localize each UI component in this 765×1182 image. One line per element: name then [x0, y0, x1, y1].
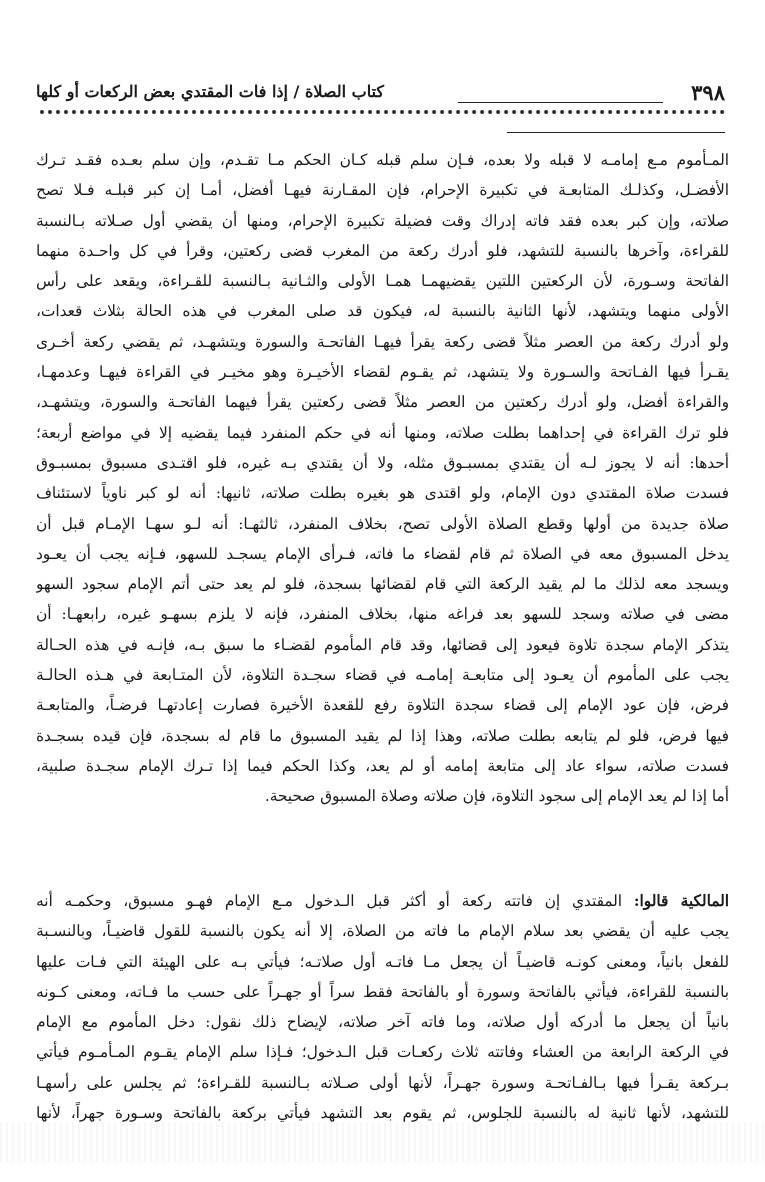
text-line: للقراءة، وآخرها بالنسبة للتشهد، فلو أدرك ركعة من المغرب قضى ركعتين، وقرأ في كل واحـدة منهما — [36, 241, 729, 260]
text-line: بـركعة يقـرأ فيها بـالفـاتحـة وسورة جهـراً، لأنها أولى صـلاته بـالنسبة للقـراءة؛ ثم يجلس على رأسهـا — [36, 1073, 729, 1092]
school-label: المالكية قالوا: — [633, 892, 729, 910]
footnote-rule — [507, 132, 725, 133]
text-line: للفعل بانياً، ومعنى كونـه قاضيـاً أن يجعل مـا فاتـه أول صلاتـه؛ فيأتي بـه على الهيئة التي فـات عليها — [36, 952, 729, 971]
text-line: يجب على المأموم أن يعـود إلى متابعـة إمامـه في قضاء سجـدة التلاوة، لأن المتـابعة في هـذه الحالـة — [36, 666, 729, 685]
text-line: فلو ترك القراءة في إحداهما بطلت صلاته، ومنها أنه في حكم المنفرد فيما يقضيه إلا في مواضع أربعة؛ — [36, 423, 729, 442]
text-line: بانياً أن يجعل ما أدركه أول صلاته، وما فاته آخر صلاته، لإيضاح ذلك نقول: دخل المأموم مع الإمام — [36, 1013, 729, 1032]
text-line: الفاتحة وسـورة، لأن الركعتين اللتين يقضيهمـا همـا الأولى والثـانية بـالنسبة للقـراءة، ويقعد على رأس — [36, 272, 729, 291]
text-line: صلاته، وإن كبر بعده فقد فاته إدراك وقت فضيلة تكبيرة الإحرام، ومنها أن يقضي أول صـلاته بـالنسبة — [36, 211, 729, 230]
text-line: ولو أدرك ركعة من العصر مثلاً قضى ركعة يقرأ فيهـا الفاتحـة والسورة ويتشهـد، ثم يقضي ركعة أخـرى — [36, 332, 729, 351]
text-line: فرض، فإن عود الإمام إلى قضاء سجدة التلاوة رفع للقعدة الأخيرة فصارت إعادتهـا فرضـاً، والمتابعـة — [36, 696, 729, 715]
page-number: ٣٩٨ — [691, 80, 725, 105]
paragraph-maliki — [36, 886, 729, 1128]
dotted-separator — [40, 110, 725, 124]
text-line: يدخل المسبوق معه في الصلاة ثم قام لقضاء ما فاته، فـرأى الإمام يسجـد للسهو، فـإنه يجب أن يعـود — [36, 544, 729, 563]
text-line: فيها فرض، فلو لم يتابعه بطلت صلاته، وهذا إذا لم يقيد المسبوق ما قام له بسجدة، فإن قيده بسجـدة — [36, 726, 729, 745]
line-text: المقتدي إن فاتته ركعة أو أكثر قبل الـدخول مـع الإمام فهـو مسبوق، وحكمـه أنه — [36, 892, 634, 910]
scan-noise — [0, 1122, 765, 1162]
text-line: يتذكر الإمام سجدة تلاوة فيعود إلى قضائها، وقد قام المأموم لقضـاء ما سبق بـه، فإنـه في هذه الحـالة — [36, 635, 729, 654]
paragraph-hanafi-continuation — [36, 145, 729, 812]
text-line: فسدت صلاته، سواء عاد إلى متابعة إمامه أو لم يعد، وكذا الحكم فيما إذا تـرك الإمام سجـدة صلبية، — [36, 756, 729, 775]
running-title: كتاب الصلاة / إذا فات المقتدي بعض الركعات أو كلها — [36, 82, 385, 101]
text-line: للتشهد، لأنها ثانية له بالنسبة للجلوس، ثم يقوم بعد التشهد فيأتي بركعة بالفاتحة وسـورة جهراً، لأنها — [36, 1104, 729, 1123]
text-line — [36, 886, 729, 916]
text-line: والقراءة أفضل، ولو أدرك ركعتين من العصر مثلاً قضى ركعتين يقرأ فيهما الفاتحـة والسورة، ويتشهـد، — [36, 393, 729, 412]
text-line: الأفضـل، وكذلـك المتابعـة في تكبيرة الإحرام، فإن المقـارنة فيهـا أفضل، أمـا إن كبر قبلـه فـلا تصح — [36, 181, 729, 200]
text-line: يجب عليه أن يقضي بعد سلام الإمام ما فاته من الصلاة، إلا أنه يكون بالنسبة للقول قاضيـاً، وبالنسـبة — [36, 922, 729, 941]
text-line: الأولى منهما ويتشهد، لأنها الثانية بالنسبة له، فيكون قد صلى المغرب في هذه الحالة بثلاث قعدات، — [36, 302, 729, 321]
page-header — [36, 80, 725, 110]
text-line: صلاة جديدة من أولها وقطع الصلاة الأولى تصح، بخلاف المنفرد، ثالثهـا: أنه لـو سهـا الإمـام قبل أن — [36, 514, 729, 533]
text-line: أحدها: أنه لا يجوز لـه أن يقتدي بمسبـوق مثله، ولا أن يقتدي بـه غيره، فلو اقتـدى مسبوق بمسبـوق — [36, 453, 729, 472]
text-line: يقـرأ فيها الفـاتحة والسـورة ولا يتشهد، ثم يقـوم لقضاء الأخيـرة وهو مخيـر في القراءة فيهـا وعدمهـا، — [36, 363, 729, 382]
text-line: ويسجد معه لذلك ما لم يقيد الركعة التي قام لقضائها بسجدة، فلو لم يعد حتى أتم الإمام سجود السهو — [36, 575, 729, 594]
text-line: في الركعة الرابعة من العشاء وفاتته ثلاث ركعـات قبل الـدخول؛ فـإذا سلم الإمام يقـوم المـأمـوم فيأتي — [36, 1043, 729, 1062]
text-line: مضى في صلاته وسجد للسهو بعد فراغه منها، بخلاف المنفرد، فإنه لا يلزم بسهـو غيره، رابعهـا: أن — [36, 605, 729, 624]
text-line: أما إذا لم يعد الإمام إلى سجود التلاوة، فإن صلاته وصلاة المسبوق صحيحة. — [264, 787, 729, 806]
text-line: المـأموم مـع إمامـه لا قبله ولا بعده، فـإن سلم قبله كـان الحكم مـا تقـدم، وإن سلم بعـده فقـد تـرك — [36, 151, 729, 169]
header-rule — [458, 102, 663, 103]
text-line: فسدت صلاة المقتدي دون الإمام، ولو اقتدى هو بغيره بطلت صلاته، ثانيها: أنه لو كبر ناوياً لاستئناف — [36, 484, 729, 503]
text-line: بالنسبة للقراءة، فيأتي بالفاتحة وسورة أو بالفاتحة فقط سراً أو جهـراً على حسب ما فـاته، ومعنى كـونه — [36, 982, 729, 1001]
